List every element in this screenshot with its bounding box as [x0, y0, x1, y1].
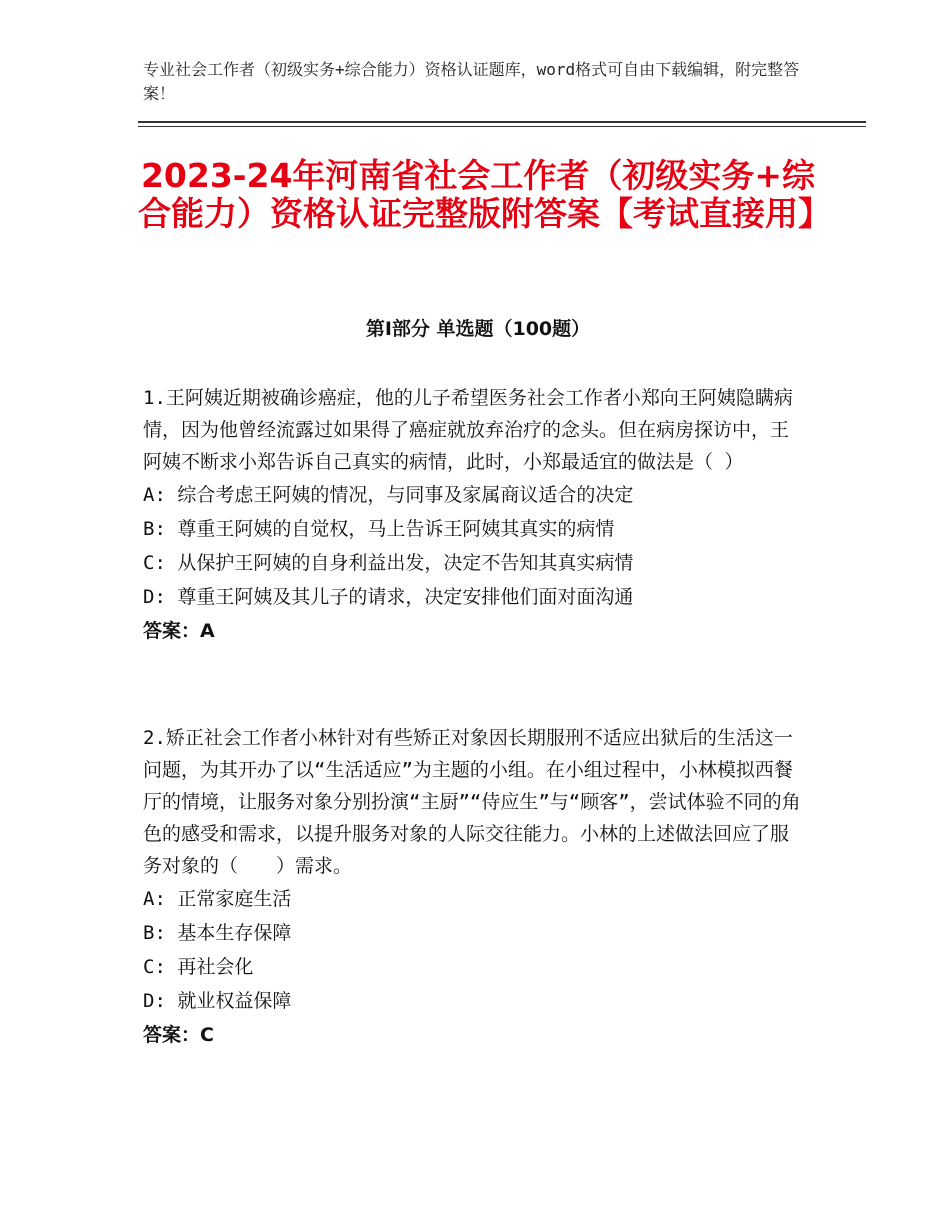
option-b: B: 尊重王阿姨的自觉权，马上告诉王阿姨其真实的病情 — [143, 518, 615, 540]
option-a: A: 正常家庭生活 — [143, 888, 292, 910]
section-heading: 第Ⅰ部分 单选题（100题） — [365, 318, 591, 340]
option-c: C: 从保护王阿姨的自身利益出发，决定不告知其真实病情 — [143, 552, 634, 574]
header-divider-thick — [138, 121, 866, 123]
question-stem: 2.矫正社会工作者小林针对有些矫正对象因长期服刑不适应出狱后的生活这一问题，为其开办了以“生活适应”为主题的小组。在小组过程中，小林模拟西餐厅的情境，让服务对象分别扮演“主厨”“侍应生”与“顾客”，尝试体验不同的角色的感受和需求，以提升服务对象的人际交往能力。小林的上述做法回应了服务对象的（ ）需求。 — [143, 727, 801, 877]
option-b: B: 基本生存保障 — [143, 922, 292, 944]
question-2 — [143, 722, 803, 1052]
answer-label: 答案：C — [143, 1024, 214, 1046]
header-divider-thin — [138, 126, 866, 127]
header-note: 专业社会工作者（初级实务+综合能力）资格认证题库，word格式可自由下载编辑，附完整答案！ — [143, 60, 800, 103]
option-c: C: 再社会化 — [143, 956, 254, 978]
document-title: 2023-24年河南省社会工作者（初级实务+综合能力）资格认证完整版附答案【考试直接用】 — [138, 156, 831, 233]
option-d: D: 就业权益保障 — [143, 990, 292, 1012]
question-1 — [143, 382, 803, 648]
answer-label: 答案：A — [143, 620, 215, 642]
question-stem: 1.王阿姨近期被确诊癌症，他的儿子希望医务社会工作者小郑向王阿姨隐瞒病情，因为他曾经流露过如果得了癌症就放弃治疗的念头。但在病房探访中，王阿姨不断求小郑告诉自己真实的病情，此时，小郑最适宜的做法是（ ） — [143, 387, 793, 473]
option-a: A: 综合考虑王阿姨的情况，与同事及家属商议适合的决定 — [143, 484, 634, 506]
option-d: D: 尊重王阿姨及其儿子的请求，决定安排他们面对面沟通 — [143, 586, 634, 608]
